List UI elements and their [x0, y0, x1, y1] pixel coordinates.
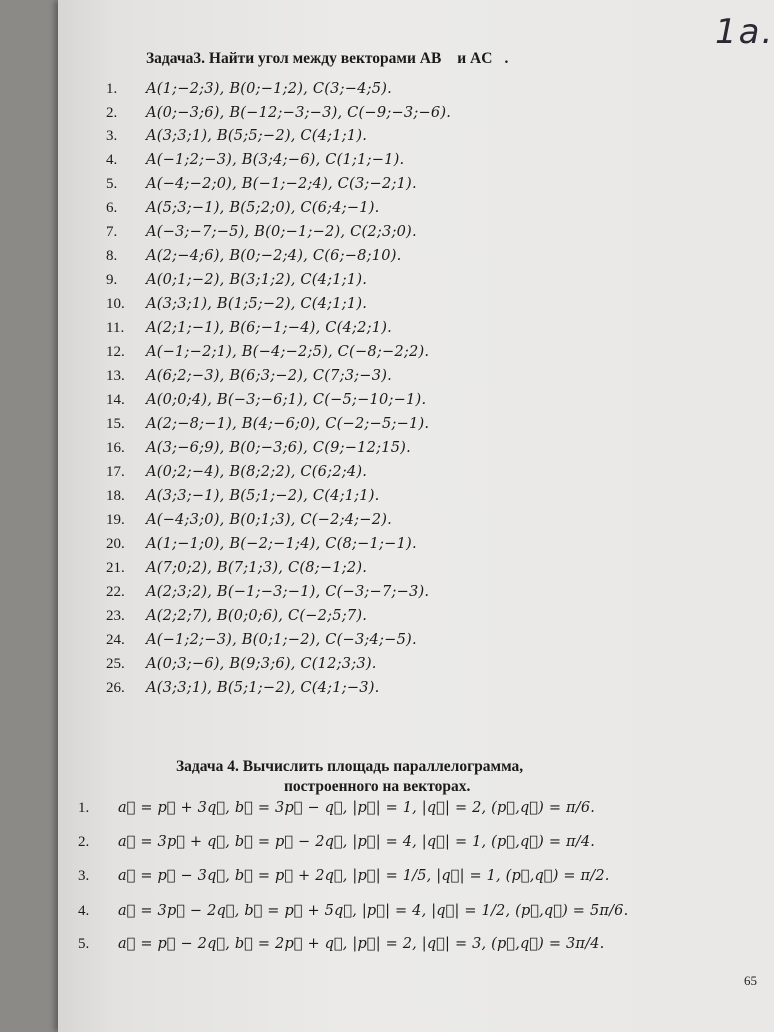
list-item: 8. A(2;−4;6), B(0;−2;4), C(6;−8;10).: [106, 247, 402, 264]
list-item: 15. A(2;−8;−1), B(4;−6;0), C(−2;−5;−1).: [106, 415, 430, 432]
list-item: 18. A(3;3;−1), B(5;1;−2), C(4;1;1).: [106, 487, 380, 504]
list-item: 22. A(2;3;2), B(−1;−3;−1), C(−3;−7;−3).: [106, 583, 430, 600]
list-item: 6. A(5;3;−1), B(5;2;0), C(6;4;−1).: [106, 199, 380, 216]
list-item: 3. A(3;3;1), B(5;5;−2), C(4;1;1).: [106, 127, 368, 144]
list-item: 13. A(6;2;−3), B(6;3;−2), C(7;3;−3).: [106, 367, 392, 384]
list-item: 3. a⃗ = p⃗ − 3q⃗, b⃗ = p⃗ + 2q⃗, |p⃗| = 1/5, |q⃗| = 1, (p⃗,q⃗) = π/2.: [78, 868, 610, 884]
list-item: 17. A(0;2;−4), B(8;2;2), C(6;2;4).: [106, 463, 368, 480]
task4-title-line1: Задача 4. Вычислить площадь параллелограмма,: [176, 758, 524, 775]
list-item: 12. A(−1;−2;1), B(−4;−2;5), C(−8;−2;2).: [106, 343, 430, 360]
list-item: 1. A(1;−2;3), B(0;−1;2), C(3;−4;5).: [106, 80, 392, 97]
list-item: 16. A(3;−6;9), B(0;−3;6), C(9;−12;15).: [106, 439, 411, 456]
list-item: 2. a⃗ = 3p⃗ + q⃗, b⃗ = p⃗ − 2q⃗, |p⃗| = 4, |q⃗| = 1, (p⃗,q⃗) = π/4.: [78, 834, 596, 850]
textbook-page: [58, 0, 774, 1032]
list-item: 14. A(0;0;4), B(−3;−6;1), C(−5;−10;−1).: [106, 391, 427, 408]
list-item: 19. A(−4;3;0), B(0;1;3), C(−2;4;−2).: [106, 511, 392, 528]
list-item: 10. A(3;3;1), B(1;5;−2), C(4;1;1).: [106, 295, 368, 312]
list-item: 4. a⃗ = 3p⃗ − 2q⃗, b⃗ = p⃗ + 5q⃗, |p⃗| = 4, |q⃗| = 1/2, (p⃗,q⃗) = 5π/6.: [78, 903, 629, 919]
page-number: 65: [744, 973, 757, 988]
list-item: 25. A(0;3;−6), B(9;3;6), C(12;3;3).: [106, 655, 377, 672]
list-item: 24. A(−1;2;−3), B(0;1;−2), C(−3;4;−5).: [106, 631, 417, 648]
list-item: 23. A(2;2;7), B(0;0;6), C(−2;5;7).: [106, 607, 368, 624]
list-item: 26. A(3;3;1), B(5;1;−2), C(4;1;−3).: [106, 679, 380, 696]
list-item: 1. a⃗ = p⃗ + 3q⃗, b⃗ = 3p⃗ − q⃗, |p⃗| = 1, |q⃗| = 2, (p⃗,q⃗) = π/6.: [78, 800, 596, 816]
list-item: 5. A(−4;−2;0), B(−1;−2;4), C(3;−2;1).: [106, 175, 417, 192]
list-item: 20. A(1;−1;0), B(−2;−1;4), C(8;−1;−1).: [106, 535, 417, 552]
list-item: 2. A(0;−3;6), B(−12;−3;−3), C(−9;−3;−6).: [106, 104, 452, 121]
handwritten-mark: 1a.: [715, 12, 774, 52]
list-item: 11. A(2;1;−1), B(6;−1;−4), C(4;2;1).: [106, 319, 392, 336]
list-item: 7. A(−3;−7;−5), B(0;−1;−2), C(2;3;0).: [106, 223, 417, 240]
task4-title-line2: построенного на векторах.: [284, 778, 471, 795]
task3-title: Задача3. Найти угол между векторами AB⃗ и AC⃗.: [146, 50, 509, 67]
list-item: 4. A(−1;2;−3), B(3;4;−6), C(1;1;−1).: [106, 151, 405, 168]
list-item: 21. A(7;0;2), B(7;1;3), C(8;−1;2).: [106, 559, 368, 576]
list-item: 9. A(0;1;−2), B(3;1;2), C(4;1;1).: [106, 271, 368, 288]
list-item: 5. a⃗ = p⃗ − 2q⃗, b⃗ = 2p⃗ + q⃗, |p⃗| = 2, |q⃗| = 3, (p⃗,q⃗) = 3π/4.: [78, 936, 605, 952]
